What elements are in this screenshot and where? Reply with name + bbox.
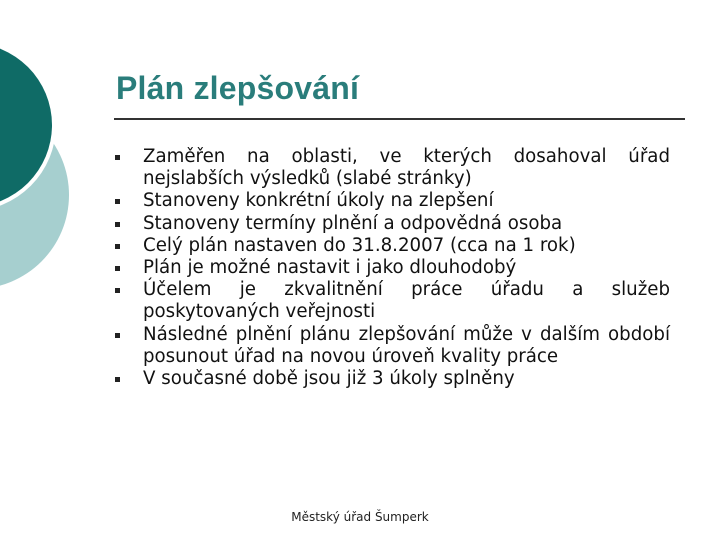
square-bullet-icon (115, 155, 120, 160)
footer-text: Městský úřad Šumperk (291, 510, 429, 524)
title-underline (114, 118, 685, 120)
list-item-text: Celý plán nastaven do 31.8.2007 (cca na 1 rok) (143, 234, 576, 256)
square-bullet-icon (115, 333, 120, 338)
list-item-text: Účelem je zkvalitnění práce úřadu a služeb poskytovaných veřejnosti (143, 279, 670, 323)
list-item-text: Stanoveny termíny plnění a odpovědná osoba (143, 212, 563, 234)
list-item-text: Zaměřen na oblasti, ve kterých dosahoval úřad nejslabších výsledků (slabé stránky) (143, 146, 670, 190)
list-item (110, 279, 670, 323)
square-bullet-icon (115, 199, 120, 204)
list-item (110, 235, 670, 257)
list-item (110, 213, 670, 235)
list-item (110, 368, 670, 390)
square-bullet-icon (115, 266, 120, 271)
list-item (110, 146, 670, 190)
square-bullet-icon (115, 222, 120, 227)
list-item (110, 324, 670, 368)
list-item-text: Následné plnění plánu zlepšování může v dalším období posunout úřad na novou úroveň kvality práce (143, 323, 670, 367)
page-title: Plán zlepšování (116, 70, 360, 106)
list-item-text: Plán je možné nastavit i jako dlouhodobý (143, 257, 517, 279)
square-bullet-icon (115, 288, 120, 293)
bullet-list (110, 146, 670, 390)
list-item (110, 257, 670, 279)
list-item-text: Stanoveny konkrétní úkoly na zlepšení (143, 190, 494, 212)
square-bullet-icon (115, 377, 120, 382)
list-item (110, 190, 670, 212)
list-item-text: V současné době jsou již 3 úkoly splněny (143, 368, 515, 390)
square-bullet-icon (115, 244, 120, 249)
